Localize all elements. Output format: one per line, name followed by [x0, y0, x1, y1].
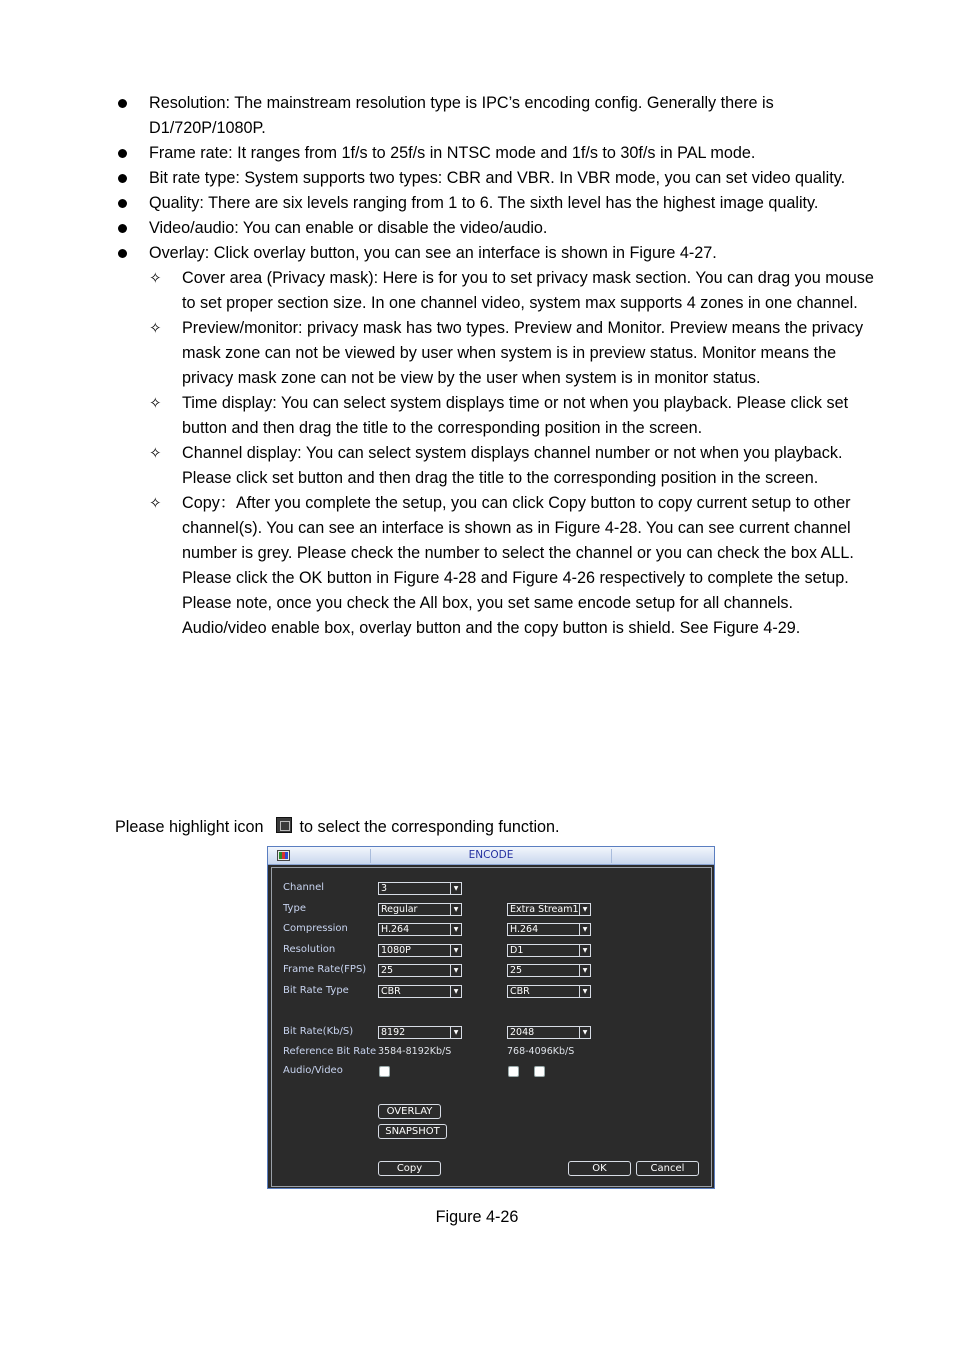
chevron-down-icon[interactable]: ▼ — [450, 965, 461, 976]
chevron-down-icon[interactable]: ▼ — [450, 924, 461, 935]
diamond-marker-icon: ✧ — [149, 395, 162, 412]
chevron-down-icon[interactable]: ▼ — [579, 924, 590, 935]
main-compression-select[interactable]: H.264 ▼ — [378, 923, 462, 936]
chevron-down-icon[interactable]: ▼ — [579, 945, 590, 956]
bullet-overlay — [115, 241, 875, 641]
highlight-square-icon — [276, 817, 292, 833]
label-bit-rate-type: Bit Rate Type — [283, 985, 349, 996]
chevron-down-icon[interactable]: ▼ — [579, 904, 590, 915]
label-audio-video: Audio/Video — [283, 1065, 343, 1076]
chevron-down-icon[interactable]: ▼ — [450, 904, 461, 915]
copy-button[interactable]: Copy — [378, 1161, 441, 1176]
main-type-select[interactable]: Regular ▼ — [378, 903, 462, 916]
figure-caption: Figure 4-26 — [435, 1208, 519, 1226]
label-resolution: Resolution — [283, 944, 336, 955]
extra-audio-checkbox[interactable] — [534, 1066, 545, 1077]
highlight-instruction — [115, 815, 560, 840]
feature-bullet-list — [115, 91, 875, 641]
diamond-marker-icon: ✧ — [149, 445, 162, 462]
sub-bullet-copy: ✧ Copy：After you complete the setup, you can click Copy button to copy current setup to other channel(s). You can see an interface is shown as in Figure 4-28. You can see current channel number is grey. Please check the number to select the channel or you can check the box ALL. Please click the OK button in Figure 4-28 and Figure 4-26 respectively to complete the setup. Please note, once you check the All box, you set same encode setup for all channels. Audio/video enable box, overlay button and the copy button is shield. See Figure 4-29. — [149, 491, 875, 641]
sub-bullet-time-display: ✧ Time display: You can select system displays time or not when you playback. Please click set button and then drag the title to the corresponding position in the screen. — [149, 391, 875, 441]
diamond-marker-icon: ✧ — [149, 270, 162, 287]
bullet-overlay-text: Overlay: Click overlay button, you can see an interface is shown in Figure 4-27. — [149, 244, 717, 262]
chevron-down-icon[interactable]: ▼ — [579, 986, 590, 997]
overlay-button[interactable]: OVERLAY — [378, 1104, 441, 1119]
main-bit-rate-type-select[interactable]: CBR ▼ — [378, 985, 462, 998]
extra-bit-rate-type-select[interactable]: CBR ▼ — [507, 985, 591, 998]
sub-bullet-channel-display: ✧ Channel display: You can select system displays channel number or not when you playback. Please click set button and then drag the title to the corresponding position in the screen. — [149, 441, 875, 491]
bullet-resolution: Resolution: The mainstream resolution type is IPC’s encoding config. Generally there is D1/720P/1080P. — [115, 91, 875, 141]
dialog-title-bar — [268, 847, 714, 865]
dialog-body — [271, 867, 712, 1187]
cancel-button[interactable]: Cancel — [636, 1161, 699, 1176]
main-audio-video-checkbox[interactable] — [379, 1066, 390, 1077]
extra-type-select[interactable]: Extra Stream1 ▼ — [507, 903, 591, 916]
diamond-marker-icon: ✧ — [149, 320, 162, 337]
highlight-text-after: to select the corresponding function. — [299, 818, 560, 836]
diamond-marker-icon: ✧ — [149, 495, 162, 512]
bullet-bit-rate-type: Bit rate type: System supports two types: CBR and VBR. In VBR mode, you can set video quality. — [115, 166, 875, 191]
bullet-quality: Quality: There are six levels ranging from 1 to 6. The sixth level has the highest image quality. — [115, 191, 875, 216]
label-type: Type — [283, 903, 306, 914]
main-frame-rate-select[interactable]: 25 ▼ — [378, 964, 462, 977]
extra-bit-rate-select[interactable]: 2048 ▼ — [507, 1026, 591, 1039]
chevron-down-icon[interactable]: ▼ — [450, 1027, 461, 1038]
chevron-down-icon[interactable]: ▼ — [579, 965, 590, 976]
encode-dialog — [267, 846, 715, 1189]
main-resolution-select[interactable]: 1080P ▼ — [378, 944, 462, 957]
label-compression: Compression — [283, 923, 348, 934]
overlay-sub-list — [149, 266, 875, 641]
label-bit-rate: Bit Rate(Kb/S) — [283, 1026, 354, 1037]
extra-resolution-select[interactable]: D1 ▼ — [507, 944, 591, 957]
channel-select[interactable]: 3 ▼ — [378, 882, 462, 895]
label-frame-rate: Frame Rate(FPS) — [283, 964, 367, 975]
chevron-down-icon[interactable]: ▼ — [450, 986, 461, 997]
main-reference-bit-rate: 3584-8192Kb/S — [378, 1046, 452, 1057]
extra-compression-select[interactable]: H.264 ▼ — [507, 923, 591, 936]
chevron-down-icon[interactable]: ▼ — [450, 945, 461, 956]
dialog-title: ENCODE — [468, 849, 514, 861]
chevron-down-icon[interactable]: ▼ — [450, 883, 461, 894]
chevron-down-icon[interactable]: ▼ — [579, 1027, 590, 1038]
extra-reference-bit-rate: 768-4096Kb/S — [507, 1046, 575, 1057]
label-channel: Channel — [283, 882, 325, 893]
label-reference-bit-rate: Reference Bit Rate — [283, 1046, 377, 1057]
extra-frame-rate-select[interactable]: 25 ▼ — [507, 964, 591, 977]
bullet-frame-rate: Frame rate: It ranges from 1f/s to 25f/s in NTSC mode and 1f/s to 30f/s in PAL mode. — [115, 141, 875, 166]
main-bit-rate-select[interactable]: 8192 ▼ — [378, 1026, 462, 1039]
sub-bullet-cover-area: ✧ Cover area (Privacy mask): Here is for you to set privacy mask section. You can drag you mouse to set proper section size. In one channel video, system max supports 4 zones in one channel. — [149, 266, 875, 316]
bullet-video-audio: Video/audio: You can enable or disable the video/audio. — [115, 216, 875, 241]
snapshot-button[interactable]: SNAPSHOT — [378, 1124, 447, 1139]
ok-button[interactable]: OK — [568, 1161, 631, 1176]
sub-bullet-preview-monitor: ✧ Preview/monitor: privacy mask has two types. Preview and Monitor. Preview means the privacy mask zone can not be viewed by user when system is in preview status. Monitor means the privacy mask zone can not be view by the user when system is in monitor status. — [149, 316, 875, 391]
extra-video-checkbox[interactable] — [508, 1066, 519, 1077]
highlight-text-before: Please highlight icon — [115, 818, 264, 836]
